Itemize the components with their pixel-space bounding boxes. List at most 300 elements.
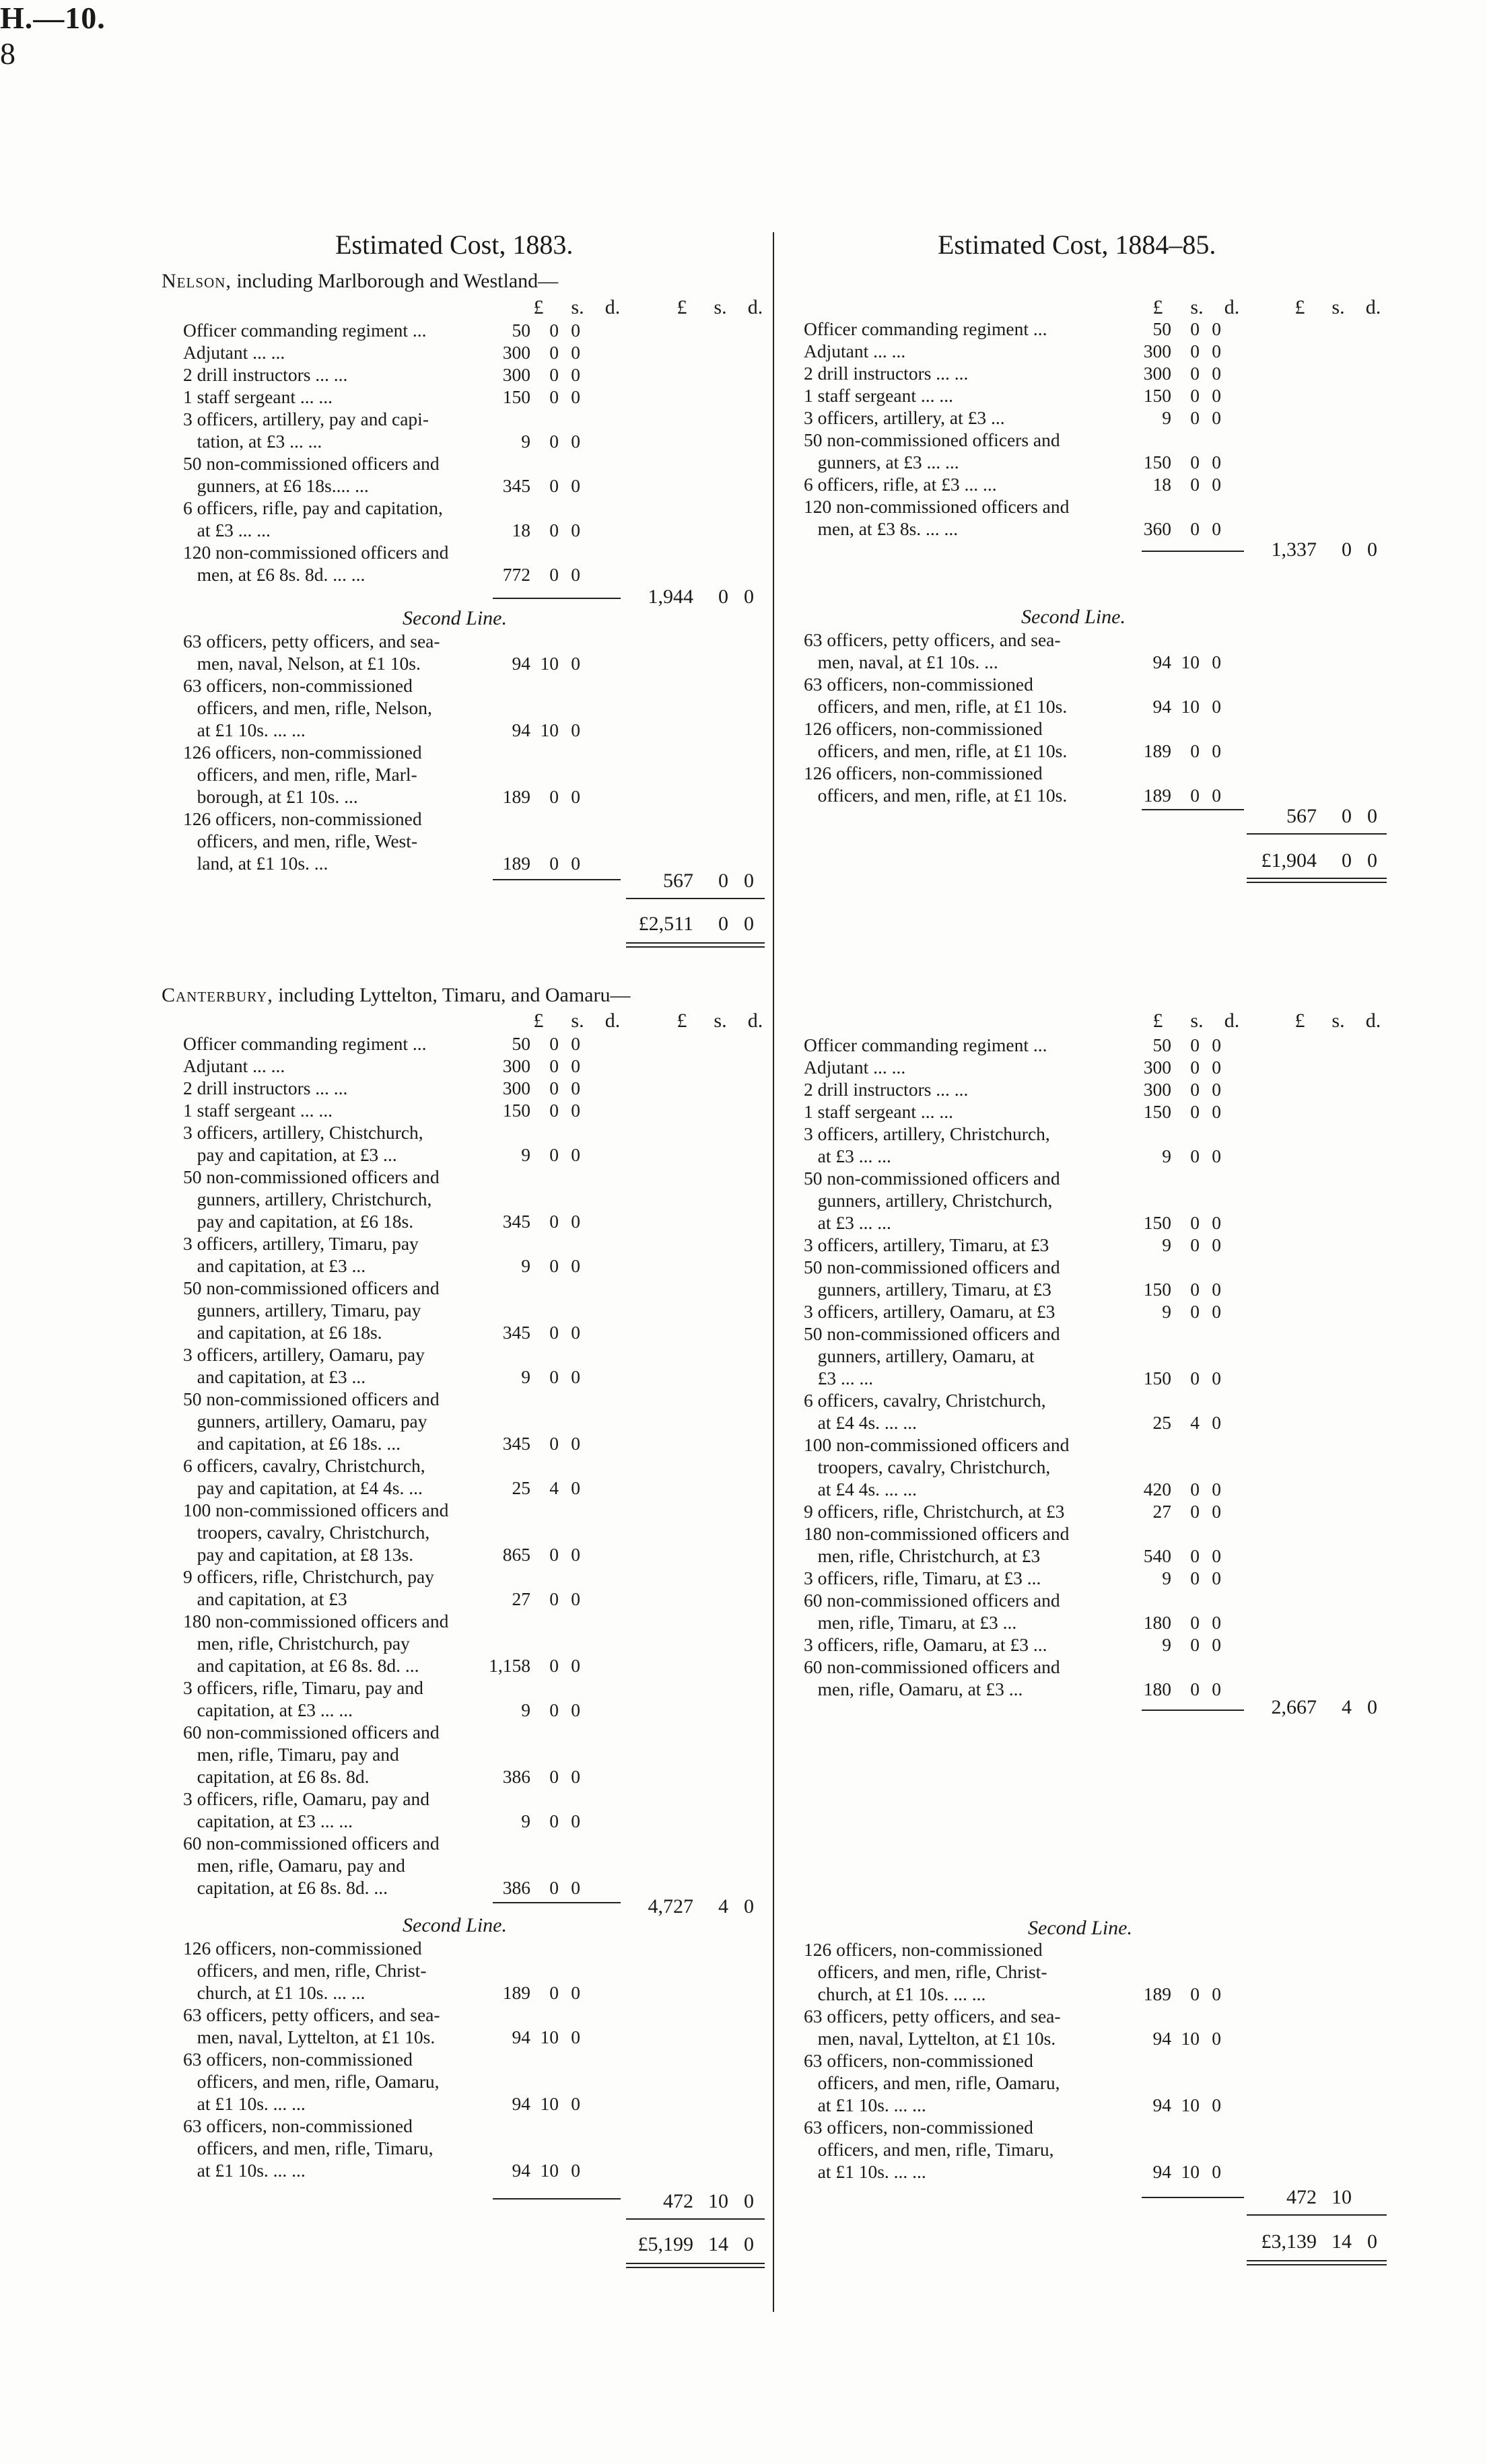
description-line: and capitation, at £3 ...	[183, 1255, 366, 1276]
amount-pence: 0	[571, 1055, 580, 1076]
amount-shillings: 10	[540, 719, 559, 740]
amount-shillings: 0	[549, 386, 559, 407]
description-line: 3 officers, artillery, Timaru, at £3	[804, 1234, 1049, 1255]
amount-pounds: 150	[1143, 1101, 1171, 1122]
description-line: capitation, at £3 ... ...	[183, 1810, 353, 1831]
amount-pence: 0	[1212, 1568, 1221, 1588]
amount-pence: 0	[1212, 740, 1221, 761]
amount-pounds: 420	[1143, 1479, 1171, 1500]
amount-pence: 0	[1212, 1212, 1221, 1233]
line-item-description	[183, 2004, 440, 2048]
amount-shillings: 0	[1190, 1612, 1200, 1633]
line-item-description	[804, 1256, 1060, 1300]
amount-pence: 0	[571, 1322, 580, 1343]
amount-pounds: 94	[1152, 2095, 1171, 2115]
amount-pence: 0	[1212, 2095, 1221, 2115]
description-line: 9 officers, rifle, Christchurch, pay	[183, 1566, 434, 1587]
amount-pounds: 189	[1143, 740, 1171, 761]
description-line: at £1 10s. ... ...	[183, 719, 306, 740]
description-line: at £4 4s. ... ...	[804, 1479, 918, 1500]
line-item	[804, 629, 1248, 673]
description-line: 63 officers, petty officers, and sea-	[804, 2006, 1061, 2027]
description-line: at £1 10s. ... ...	[183, 2093, 306, 2114]
amount-pounds: 300	[1143, 341, 1171, 361]
amount-shillings: 0	[1190, 1101, 1200, 1122]
rule	[626, 898, 765, 899]
amount-shillings: 0	[549, 1877, 559, 1898]
line-item	[183, 1677, 627, 1721]
amount-pence: 0	[1212, 1279, 1221, 1300]
line-item	[183, 1499, 627, 1565]
amount-pence: 0	[571, 853, 580, 874]
page-number: 8	[0, 36, 15, 71]
amount-pounds: 150	[1143, 385, 1171, 406]
description-line: officers, and men, rifle, Marl-	[183, 764, 417, 785]
amount-pounds: 27	[512, 1588, 530, 1609]
amount-pounds: 345	[502, 475, 530, 496]
amount-pence: 0	[1212, 1368, 1221, 1388]
description-line: 126 officers, non-commissioned	[804, 763, 1043, 783]
description-line: tation, at £3 ... ...	[183, 431, 322, 452]
description-line: men, at £6 8s. 8d. ... ...	[183, 564, 366, 585]
description-line: 60 non-commissioned officers and	[804, 1656, 1060, 1677]
amount-shillings: 0	[549, 1982, 559, 2003]
line-item-description	[183, 1343, 425, 1388]
amount-shillings: 0	[549, 320, 559, 341]
amount-pence: 0	[571, 1766, 580, 1787]
amount-shillings: 0	[549, 1366, 559, 1387]
line-item	[804, 1034, 1248, 1056]
canterbury-second-line-left: Second Line.	[403, 1914, 507, 1936]
description-line: at £1 10s. ... ...	[804, 2095, 926, 2115]
right-column-title: Estimated Cost, 1884–85.	[938, 230, 1216, 260]
description-line: men, rifle, Oamaru, at £3 ...	[804, 1679, 1023, 1699]
amount-pounds: 50	[512, 1033, 530, 1054]
amount-pounds: 50	[1152, 1034, 1171, 1055]
amount-shillings: 0	[1190, 1212, 1200, 1233]
amount-pounds: 189	[502, 1982, 530, 2003]
line-item-description	[183, 674, 432, 741]
line-item-description	[183, 2115, 433, 2181]
line-item	[804, 762, 1248, 806]
description-line: officers, and men, rifle, Oamaru,	[804, 2072, 1060, 2093]
description-line: 1 staff sergeant ... ...	[183, 1100, 333, 1121]
description-line: 3 officers, artillery, at £3 ...	[804, 407, 1005, 428]
description-line: and capitation, at £6 18s.	[183, 1322, 382, 1343]
line-item-description	[183, 741, 422, 808]
description-line: Adjutant ... ...	[804, 1057, 906, 1078]
amount-shillings: 0	[1190, 1301, 1200, 1322]
rule	[626, 2218, 765, 2220]
amount-pence: 0	[1212, 518, 1221, 539]
description-line: 126 officers, non-commissioned	[183, 1938, 422, 1959]
description-line: 63 officers, petty officers, and sea-	[183, 631, 440, 652]
description-line: 3 officers, artillery, Timaru, pay	[183, 1233, 419, 1254]
line-item-description	[183, 1454, 425, 1499]
amount-shillings: 0	[1190, 1545, 1200, 1566]
line-item	[183, 2048, 627, 2115]
amount-shillings: 0	[1190, 385, 1200, 406]
amount-pounds: 9	[521, 1810, 530, 1831]
amount-pounds: 180	[1143, 1679, 1171, 1699]
line-item	[183, 1565, 627, 1610]
amount-pence: 0	[571, 1033, 580, 1054]
amount-shillings: 0	[1190, 341, 1200, 361]
line-item-description	[804, 2005, 1061, 2049]
description-line: capitation, at £6 8s. 8d.	[183, 1766, 370, 1787]
description-line: Officer commanding regiment ...	[183, 1033, 427, 1054]
amount-pounds: 9	[1162, 1234, 1171, 1255]
amount-pence: 0	[1212, 1034, 1221, 1055]
description-line: 2 drill instructors ... ...	[804, 1079, 969, 1100]
canterbury-1883-second-line-items	[183, 1937, 627, 2181]
line-item-description	[804, 318, 1047, 340]
description-line: officers, and men, rifle, Christ-	[183, 1960, 427, 1981]
amount-pence: 0	[1212, 474, 1221, 495]
amount-pence: 0	[1212, 1501, 1221, 1522]
line-item	[804, 1522, 1248, 1567]
nelson-1883-total: £2,511 0 0	[638, 913, 754, 935]
line-item	[804, 2049, 1248, 2116]
description-line: 126 officers, non-commissioned	[804, 718, 1043, 739]
description-line: men, rifle, Christchurch, at £3	[804, 1545, 1041, 1566]
line-item-description	[804, 1434, 1069, 1500]
amount-pence: 0	[571, 719, 580, 740]
amount-pence: 0	[571, 1477, 580, 1498]
description-line: at £4 4s. ... ...	[804, 1412, 918, 1433]
description-line: 3 officers, rifle, Timaru, at £3 ...	[804, 1568, 1041, 1588]
amount-pounds: 300	[502, 342, 530, 363]
amount-shillings: 0	[549, 1211, 559, 1232]
amount-pence: 0	[571, 431, 580, 452]
description-line: gunners, artillery, Christchurch,	[183, 1189, 432, 1209]
amount-pounds: 9	[1162, 1146, 1171, 1166]
amount-pounds: 1,158	[489, 1655, 530, 1676]
line-item-description	[183, 1166, 440, 1232]
description-line: 6 officers, rifle, at £3 ... ...	[804, 474, 997, 495]
amount-shillings: 0	[549, 1322, 559, 1343]
amount-pence: 0	[571, 1144, 580, 1165]
line-item	[804, 384, 1248, 407]
description-line: officers, and men, rifle, at £1 10s.	[804, 785, 1068, 806]
amount-shillings: 0	[549, 342, 559, 363]
rule	[1247, 2214, 1387, 2216]
amount-shillings: 0	[549, 1810, 559, 1831]
line-item-description	[804, 1123, 1050, 1167]
amount-pounds: 18	[512, 520, 530, 540]
rule	[1247, 2264, 1387, 2265]
amount-shillings: 0	[1190, 1679, 1200, 1699]
description-line: 3 officers, rifle, Timaru, pay and	[183, 1677, 423, 1698]
line-item	[183, 2004, 627, 2048]
canterbury-1884-first-line-subtotal: 2,667 4 0	[1271, 1696, 1377, 1718]
amount-pence: 0	[1212, 1234, 1221, 1255]
line-item	[183, 452, 627, 497]
amount-pounds: 94	[1152, 696, 1171, 717]
description-line: men, rifle, Timaru, pay and	[183, 1744, 399, 1765]
line-item-description	[804, 495, 1069, 540]
description-line: gunners, artillery, Christchurch,	[804, 1190, 1053, 1211]
description-line: 6 officers, cavalry, Christchurch,	[804, 1390, 1046, 1411]
line-item-description	[804, 473, 997, 495]
nelson-1883-second-line-subtotal: 567 0 0	[663, 870, 754, 892]
amount-shillings: 0	[549, 1544, 559, 1565]
canterbury-1884-total: £3,139 14 0	[1261, 2230, 1377, 2253]
line-item	[804, 1633, 1248, 1656]
nelson-1884-second-line-subtotal: 567 0 0	[1286, 805, 1377, 827]
line-item-description	[804, 1056, 905, 1078]
description-line: 50 non-commissioned officers and	[804, 1168, 1060, 1189]
line-item-description	[183, 1937, 426, 2004]
amount-pounds: 94	[1152, 652, 1171, 672]
description-line: 180 non-commissioned officers and	[183, 1611, 449, 1631]
document-reference: H.—10.	[0, 1, 106, 35]
line-item-description	[804, 1078, 968, 1100]
description-line: 50 non-commissioned officers and	[183, 1388, 440, 1409]
line-item-description	[183, 386, 333, 408]
amount-pounds: 25	[512, 1477, 530, 1498]
line-item-description	[183, 452, 440, 497]
line-item	[183, 1166, 627, 1232]
amount-pence: 0	[571, 1544, 580, 1565]
line-item-description	[183, 1099, 333, 1121]
amount-pence: 0	[571, 653, 580, 674]
amount-shillings: 0	[1190, 1479, 1200, 1500]
line-item	[183, 1232, 627, 1277]
rule	[1247, 2260, 1387, 2261]
canterbury-1884-first-line-items	[804, 1034, 1248, 1700]
description-line: 3 officers, artillery, Oamaru, at £3	[804, 1301, 1056, 1322]
amount-pounds: 9	[521, 1255, 530, 1276]
amount-pence: 0	[1212, 1679, 1221, 1699]
description-line: 50 non-commissioned officers and	[804, 1323, 1060, 1344]
line-item	[183, 1388, 627, 1454]
rule	[626, 946, 765, 948]
amount-pence: 0	[1212, 363, 1221, 384]
amount-pence: 0	[1212, 785, 1221, 806]
amount-pounds: 9	[521, 1366, 530, 1387]
amount-pence: 0	[1212, 652, 1221, 672]
line-item	[183, 341, 627, 363]
line-item	[183, 630, 627, 674]
line-item-description	[183, 1277, 440, 1343]
amount-pence: 0	[1212, 2161, 1221, 2182]
amount-shillings: 0	[549, 1078, 559, 1098]
amount-pence: 0	[571, 786, 580, 807]
description-line: 120 non-commissioned officers and	[183, 542, 449, 563]
line-item-description	[804, 407, 1005, 429]
line-item	[183, 2115, 627, 2181]
description-line: 63 officers, non-commissioned	[183, 2049, 413, 2070]
amount-shillings: 0	[1190, 452, 1200, 472]
line-item-description	[804, 1234, 1049, 1256]
description-line: 63 officers, non-commissioned	[804, 2117, 1033, 2138]
line-item	[183, 386, 627, 408]
description-line: 3 officers, rifle, Oamaru, pay and	[183, 1788, 430, 1809]
amount-shillings: 0	[1190, 1057, 1200, 1078]
line-item	[183, 1099, 627, 1121]
amount-pence: 0	[1212, 1412, 1221, 1433]
amount-shillings: 0	[1190, 474, 1200, 495]
amount-shillings: 0	[549, 1255, 559, 1276]
amount-pounds: 9	[1162, 407, 1171, 428]
line-item-description	[804, 1938, 1047, 2005]
amount-shillings: 4	[1190, 1412, 1200, 1433]
line-item	[183, 1937, 627, 2004]
description-line: men, rifle, Timaru, at £3 ...	[804, 1612, 1017, 1633]
nelson-second-line-right: Second Line.	[1021, 606, 1126, 628]
line-item-description	[183, 1832, 440, 1899]
amount-pounds: 300	[502, 364, 530, 385]
line-item	[804, 407, 1248, 429]
amount-pence: 0	[1212, 341, 1221, 361]
line-item	[183, 1788, 627, 1832]
line-item-description	[804, 1300, 1055, 1323]
line-item	[804, 1434, 1248, 1500]
amount-shillings: 0	[549, 520, 559, 540]
amount-pence: 0	[571, 364, 580, 385]
amount-pence: 0	[1212, 1634, 1221, 1655]
line-item	[804, 1389, 1248, 1434]
rule	[1247, 878, 1387, 879]
nelson-1883-first-line-items	[183, 319, 627, 586]
line-item-description	[804, 762, 1067, 806]
amount-shillings: 0	[1190, 1079, 1200, 1100]
line-item	[804, 1123, 1248, 1167]
line-item-description	[183, 408, 429, 452]
description-line: at £3 ... ...	[804, 1212, 891, 1233]
line-item-description	[804, 1389, 1046, 1434]
line-item-description	[183, 808, 422, 874]
line-item	[804, 1323, 1248, 1389]
amount-pounds: 360	[1143, 518, 1171, 539]
amount-shillings: 0	[1190, 407, 1200, 428]
description-line: Officer commanding regiment ...	[804, 318, 1047, 339]
line-item	[183, 1032, 627, 1055]
line-item	[183, 1832, 627, 1899]
amount-shillings: 4	[549, 1477, 559, 1498]
nelson-second-line-left: Second Line.	[403, 607, 507, 629]
amount-pounds: 9	[1162, 1301, 1171, 1322]
description-line: 3 officers, artillery, Christchurch,	[804, 1123, 1050, 1144]
line-item-description	[183, 2048, 440, 2115]
description-line: men, naval, at £1 10s. ...	[804, 652, 998, 672]
rule	[1247, 882, 1387, 883]
description-line: 126 officers, non-commissioned	[183, 742, 422, 763]
amount-pounds: 150	[502, 386, 530, 407]
line-item	[183, 1343, 627, 1388]
amount-shillings: 10	[540, 2027, 559, 2047]
amount-pence: 0	[1212, 1146, 1221, 1166]
description-line: 50 non-commissioned officers and	[804, 1257, 1060, 1277]
description-line: at £1 10s. ... ...	[804, 2161, 926, 2182]
description-line: 63 officers, non-commissioned	[183, 675, 413, 696]
amount-pence: 0	[1212, 1983, 1221, 2004]
line-item	[804, 1656, 1248, 1700]
nelson-1884-first-line-items	[804, 318, 1248, 540]
amount-shillings: 0	[549, 853, 559, 874]
line-item-description	[183, 1499, 448, 1565]
description-line: at £3 ... ...	[183, 520, 271, 540]
amount-shillings: 0	[1190, 1146, 1200, 1166]
amount-pounds: 27	[1152, 1501, 1171, 1522]
amount-pence: 0	[1212, 407, 1221, 428]
description-line: officers, and men, rifle, West-	[183, 831, 418, 851]
line-item-description	[183, 1121, 423, 1166]
description-line: pay and capitation, at £6 18s.	[183, 1211, 414, 1232]
amount-shillings: 0	[549, 1655, 559, 1676]
line-item	[183, 408, 627, 452]
description-line: 60 non-commissioned officers and	[804, 1590, 1060, 1611]
amount-pence: 0	[571, 1078, 580, 1098]
amount-pounds: 189	[1143, 785, 1171, 806]
description-line: officers, and men, rifle, at £1 10s.	[804, 696, 1068, 717]
line-item	[804, 1938, 1248, 2005]
line-item	[804, 1056, 1248, 1078]
line-item	[183, 1277, 627, 1343]
amount-pounds: 150	[1143, 1212, 1171, 1233]
amount-pence: 0	[571, 386, 580, 407]
description-line: 2 drill instructors ... ...	[183, 364, 348, 385]
amount-pounds: 94	[512, 2027, 530, 2047]
description-line: borough, at £1 10s. ...	[183, 786, 358, 807]
line-item-description	[183, 630, 440, 674]
rule	[493, 2198, 621, 2199]
line-item-description	[804, 2116, 1053, 2183]
rule	[1142, 551, 1244, 552]
line-item	[804, 1500, 1248, 1522]
line-item-description	[804, 717, 1067, 762]
amount-pounds: 189	[502, 786, 530, 807]
description-line: troopers, cavalry, Christchurch,	[183, 1522, 430, 1543]
line-item-description	[804, 384, 953, 407]
canterbury-section-heading: Canterbury, including Lyttelton, Timaru, and Oamaru—	[162, 984, 631, 1006]
amount-shillings: 0	[1190, 1568, 1200, 1588]
line-item	[804, 318, 1248, 340]
amount-shillings: 0	[549, 564, 559, 585]
amount-shillings: 0	[1190, 1368, 1200, 1388]
amount-pence: 0	[1212, 1101, 1221, 1122]
description-line: at £1 10s. ... ...	[183, 2160, 306, 2181]
amount-pounds: 386	[502, 1766, 530, 1787]
amount-shillings: 0	[1190, 1501, 1200, 1522]
description-line: gunners, at £6 18s.... ...	[183, 475, 369, 496]
line-item	[804, 362, 1248, 384]
canterbury-1884-second-line-subtotal: 472 10	[1286, 2186, 1352, 2208]
line-item	[804, 2116, 1248, 2183]
line-item-description	[804, 1100, 953, 1123]
description-line: gunners, artillery, Timaru, pay	[183, 1300, 421, 1321]
amount-pence: 0	[1212, 385, 1221, 406]
description-line: 63 officers, petty officers, and sea-	[183, 2004, 440, 2025]
description-line: 3 officers, artillery, pay and capi-	[183, 409, 429, 429]
description-line: officers, and men, rifle, Timaru,	[804, 2139, 1054, 2160]
line-item-description	[183, 1721, 440, 1788]
line-item-description	[804, 429, 1060, 473]
line-item-description	[183, 1677, 423, 1721]
canterbury-second-line-right: Second Line.	[1028, 1917, 1132, 1939]
amount-pence: 0	[571, 320, 580, 341]
amount-pounds: 180	[1143, 1612, 1171, 1633]
amount-shillings: 10	[1181, 2161, 1200, 2182]
line-item-description	[804, 340, 905, 362]
amount-shillings: 0	[1190, 1634, 1200, 1655]
line-item-description	[183, 363, 347, 386]
amount-pounds: 9	[1162, 1634, 1171, 1655]
amount-shillings: 0	[1190, 363, 1200, 384]
amount-pence: 0	[571, 1211, 580, 1232]
rule	[1142, 809, 1244, 810]
